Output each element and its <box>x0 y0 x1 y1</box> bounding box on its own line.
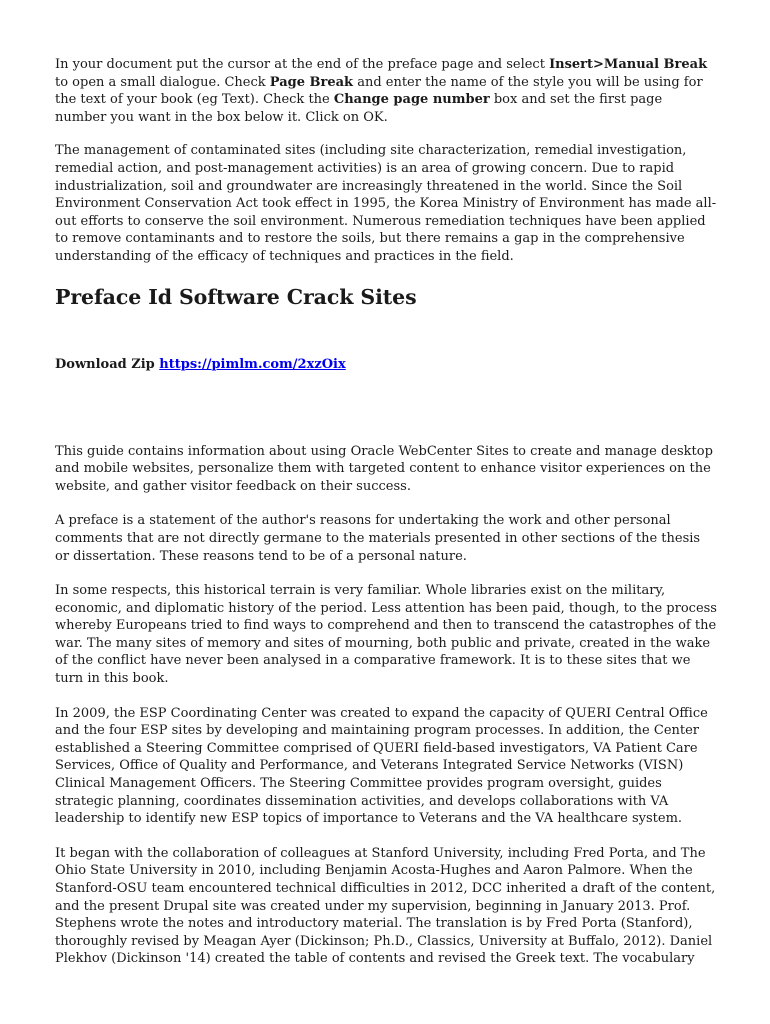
contaminated-sites-paragraph: The management of contaminated sites (including site characterization, remedial investigation, remedial action, and post-management activities) is an area of growing concern. Due to rapid industrialization, soil and groundwater are increasingly threatened in the world. Since the Soil Environment Conservation Act took effect in 1995, the Korea Ministry of Environment has made all-out efforts to conserve the soil environment. Numerous remediation techniques have been applied to remove contaminants and to restore the soils, but there remains a gap in the comprehensive understanding of the efficacy of techniques and practices in the field. <box>55 143 717 264</box>
paragraph-historical-terrain: In some respects, this historical terrain is very familiar. Whole libraries exist on the military, economic, and diplomatic history of the period. Less attention has been paid, though, to the process whereby Europeans tried to find ways to comprehend and then to transcend the catastrophes of the war. The many sites of memory and sites of mourning, both public and private, created in the wake of the conflict have never been analysed in a comparative framework. It is to these sites that we turn in this book. <box>55 583 717 687</box>
intro-text-4: box and set the first page number you want in the box below it. Click on OK. <box>55 92 663 125</box>
intro-bold-insert-manual-break: Insert>Manual Break <box>549 57 708 72</box>
paragraph-esp-coordinating: In 2009, the ESP Coordinating Center was created to expand the capacity of QUERI Central Office and the four ESP sites by developing and maintaining program processes. In addition, the Center established a Steering Committee comprised of QUERI field-based investigators, VA Patient Care Services, Office of Quality and Performance, and Veterans Integrated Service Networks (VISN) Clinical Management Officers. The Steering Committee provides program oversight, guides strategic planning, coordinates dissemination activities, and develops collaborations with VA leadership to identify new ESP topics of importance to Veterans and the VA healthcare system. <box>55 705 708 827</box>
paragraph-webcenter: This guide contains information about using Oracle WebCenter Sites to create and manage desktop and mobile websites, personalize them with targeted content to enhance visitor experiences on the website, and gather visitor feedback on their success. <box>55 443 713 494</box>
intro-bold-change-page-number: Change page number <box>333 92 490 108</box>
download-label: Download Zip <box>55 356 155 372</box>
document-page <box>55 56 717 985</box>
spacer <box>55 374 717 443</box>
paragraph-stanford-collaboration: It began with the collaboration of colleagues at Stanford University, including Fred Porta, and The Ohio State University in 2010, including Benjamin Acosta-Hughes and Aaron Palmore. When the Stanford-OSU team encountered technical difficulties in 2012, DCC inherited a draft of the content, and the present Drupal site was created under my supervision, beginning in January 2013. Prof. Stephens wrote the notes and introductory material. The translation is by Fred Porta (Stanford), thoroughly revised by Meagan Ayer (Dickinson; Ph.D., Classics, University at Buffalo, 2012). Daniel Plekhov (Dickinson '14) created the table of contents and revised the Greek text. The vocabulary <box>55 845 716 967</box>
intro-bold-page-break: Page Break <box>269 74 354 90</box>
download-link[interactable]: https://pimlm.com/2xzOix <box>159 356 346 372</box>
intro-text-2: to open a small dialogue. Check <box>55 74 270 90</box>
page-heading: Preface Id Software Crack Sites <box>55 284 417 309</box>
intro-paragraph <box>55 56 717 126</box>
paragraph-preface-definition: A preface is a statement of the author's reasons for undertaking the work and other personal comments that are not directly germane to the materials presented in other sections of the thesis or dissertation. These reasons tend to be of a personal nature. <box>55 513 701 564</box>
download-line <box>55 356 717 374</box>
intro-text-3: and enter the name of the style you will be using for the text of your book (eg Text). Check the <box>55 74 703 108</box>
intro-text-1: In your document put the cursor at the end of the preface page and select <box>55 57 550 72</box>
